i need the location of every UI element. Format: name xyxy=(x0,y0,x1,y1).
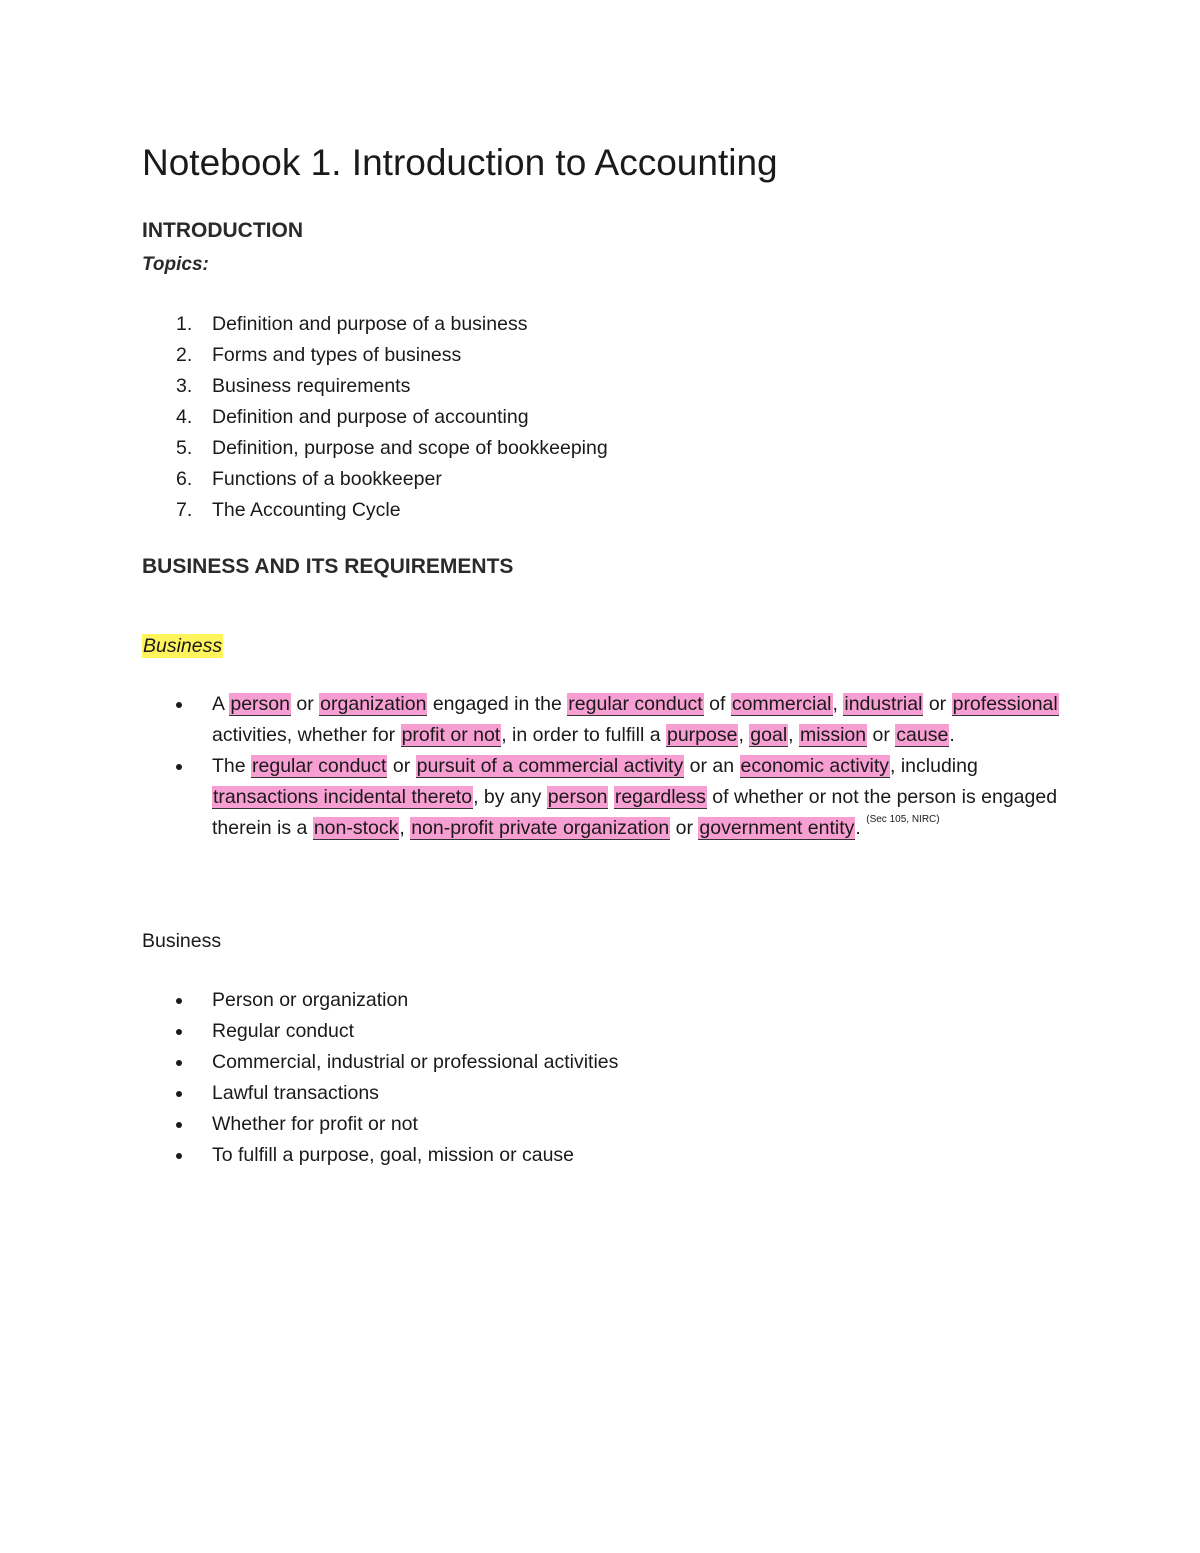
list-item: Person or organization xyxy=(142,985,1062,1016)
citation: (Sec 105, NIRC) xyxy=(866,814,940,825)
list-item: To fulfill a purpose, goal, mission or cause xyxy=(142,1140,1062,1171)
business-highlight-label: Business xyxy=(143,635,223,657)
list-item: 3. Business requirements xyxy=(176,375,411,397)
list-item: Regular conduct xyxy=(142,1016,1062,1047)
introduction-heading: INTRODUCTION xyxy=(142,219,303,242)
bullet-icon xyxy=(176,764,182,770)
definition-item: A person or organization engaged in the regular conduct of commercial, industrial or professional activities, whether for profit or not, in order to fulfill a purpose, goal, mission or cause. xyxy=(142,689,1062,751)
definition-item: The regular conduct or pursuit of a commercial activity or an economic activity, including transactions incidental thereto, by any person regardless of whether or not the person is engaged therein is a non-stock, non-profit private organization or government entity. $^{(Sec 105, NIRC)}$ xyxy=(142,751,1062,844)
list-item: 7. The Accounting Cycle xyxy=(176,499,401,521)
list-item: 2. Forms and types of business xyxy=(176,344,462,366)
list-item: 4. Definition and purpose of accounting xyxy=(176,406,529,428)
list-item: 1. Definition and purpose of a business xyxy=(176,313,528,335)
page-title: Notebook 1. Introduction to Accounting xyxy=(142,142,778,183)
list-item: Whether for profit or not xyxy=(142,1109,1062,1140)
business-summary-heading: Business xyxy=(142,930,222,952)
bullet-icon xyxy=(176,1122,182,1128)
bullet-icon xyxy=(176,1153,182,1159)
business-summary-list xyxy=(142,985,1062,1171)
list-item: Lawful transactions xyxy=(142,1078,1062,1109)
topics-label: Topics: xyxy=(142,254,209,275)
bullet-icon xyxy=(176,702,182,708)
bullet-icon xyxy=(176,1029,182,1035)
list-item: 6. Functions of a bookkeeper xyxy=(176,468,442,490)
list-item: 5. Definition, purpose and scope of bookkeeping xyxy=(176,437,608,459)
bullet-icon xyxy=(176,1060,182,1066)
bullet-icon xyxy=(176,1091,182,1097)
topics-list xyxy=(142,309,608,526)
bullet-icon xyxy=(176,998,182,1004)
business-requirements-heading: BUSINESS AND ITS REQUIREMENTS xyxy=(142,555,514,578)
business-definitions-list xyxy=(142,689,1062,844)
list-item: Commercial, industrial or professional activities xyxy=(142,1047,1062,1078)
